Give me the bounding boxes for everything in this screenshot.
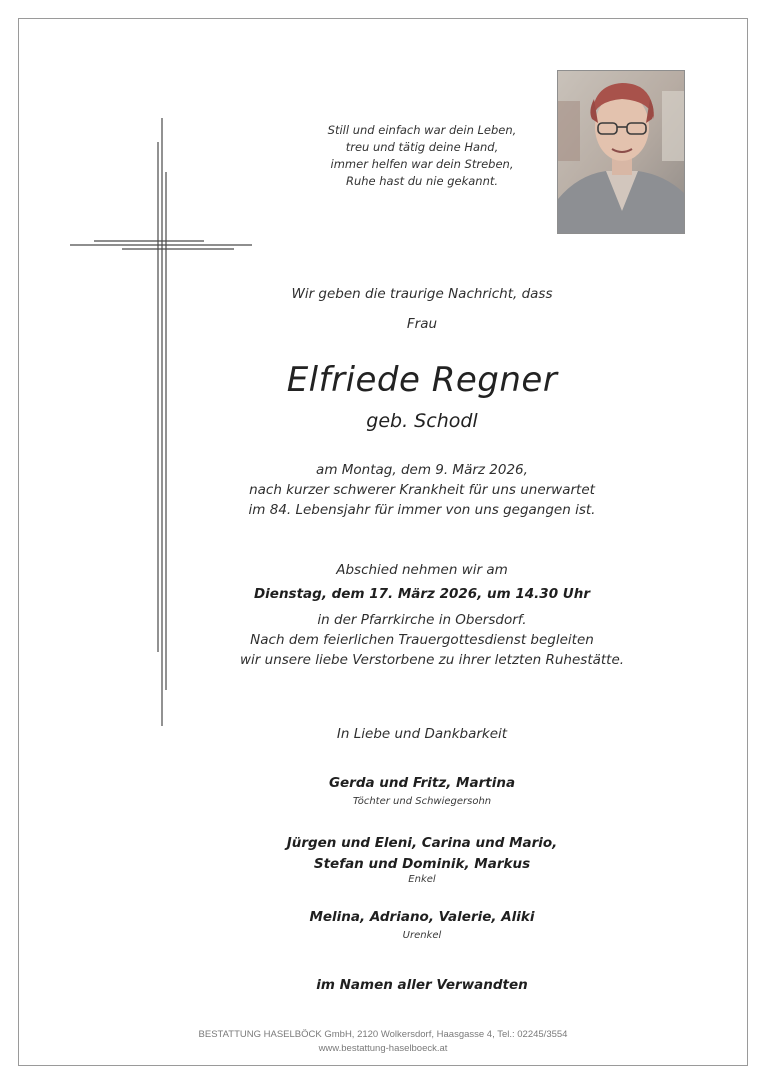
farewell-intro: Abschied nehmen wir am: [336, 562, 508, 578]
farewell-line: Nach dem feierlichen Trauergottesdienst begleiten: [250, 632, 594, 648]
deceased-name: Elfriede Regner: [286, 360, 558, 400]
mourner-relation: Enkel: [408, 874, 436, 885]
footer: [18, 1028, 748, 1056]
mourner-names: [240, 833, 604, 875]
poem-line: treu und tätig deine Hand,: [345, 140, 499, 154]
portrait-photo: [557, 70, 685, 234]
farewell-line: in der Pfarrkirche in Obersdorf.: [317, 612, 527, 628]
death-line: nach kurzer schwerer Krankheit für uns unerwartet: [249, 482, 595, 498]
mourner-relation: Töchter und Schwiegersohn: [352, 796, 492, 807]
death-notice: [240, 460, 604, 520]
poem-line: Ruhe hast du nie gekannt.: [345, 174, 499, 188]
footer-address: BESTATTUNG HASELBÖCK GmbH, 2120 Wolkersdorf, Haasgasse 4, Tel.: 02245/3554: [198, 1029, 568, 1040]
mourner-names-line: Jürgen und Eleni, Carina und Mario,: [286, 835, 558, 851]
death-line: am Montag, dem 9. März 2026,: [316, 462, 528, 478]
footer-website[interactable]: www.bestattung-haselboeck.at: [318, 1043, 448, 1054]
poem-line: immer helfen war dein Streben,: [330, 157, 514, 171]
farewell-details: [240, 610, 625, 670]
mourner-names: Gerda und Fritz, Martina: [328, 775, 516, 791]
poem-line: Still und einfach war dein Leben,: [327, 123, 517, 137]
maiden-name: geb. Schodl: [366, 410, 478, 432]
mourner-relation: Urenkel: [402, 930, 442, 941]
mourner-names-line: Stefan und Dominik, Markus: [313, 856, 531, 872]
announcement-title: Frau: [406, 316, 438, 332]
farewell-line: wir unsere liebe Verstorbene zu ihrer letzten Ruhestätte.: [240, 652, 625, 668]
poem: [262, 122, 582, 190]
mourner-names: Melina, Adriano, Valerie, Aliki: [309, 909, 535, 925]
announcement-intro: Wir geben die traurige Nachricht, dass: [291, 286, 553, 302]
death-line: im 84. Lebensjahr für immer von uns gegangen ist.: [248, 502, 596, 518]
mourners-intro: In Liebe und Dankbarkeit: [336, 726, 508, 742]
farewell-date: Dienstag, dem 17. März 2026, um 14.30 Uhr: [253, 586, 591, 602]
closing-line: im Namen aller Verwandten: [316, 977, 528, 993]
